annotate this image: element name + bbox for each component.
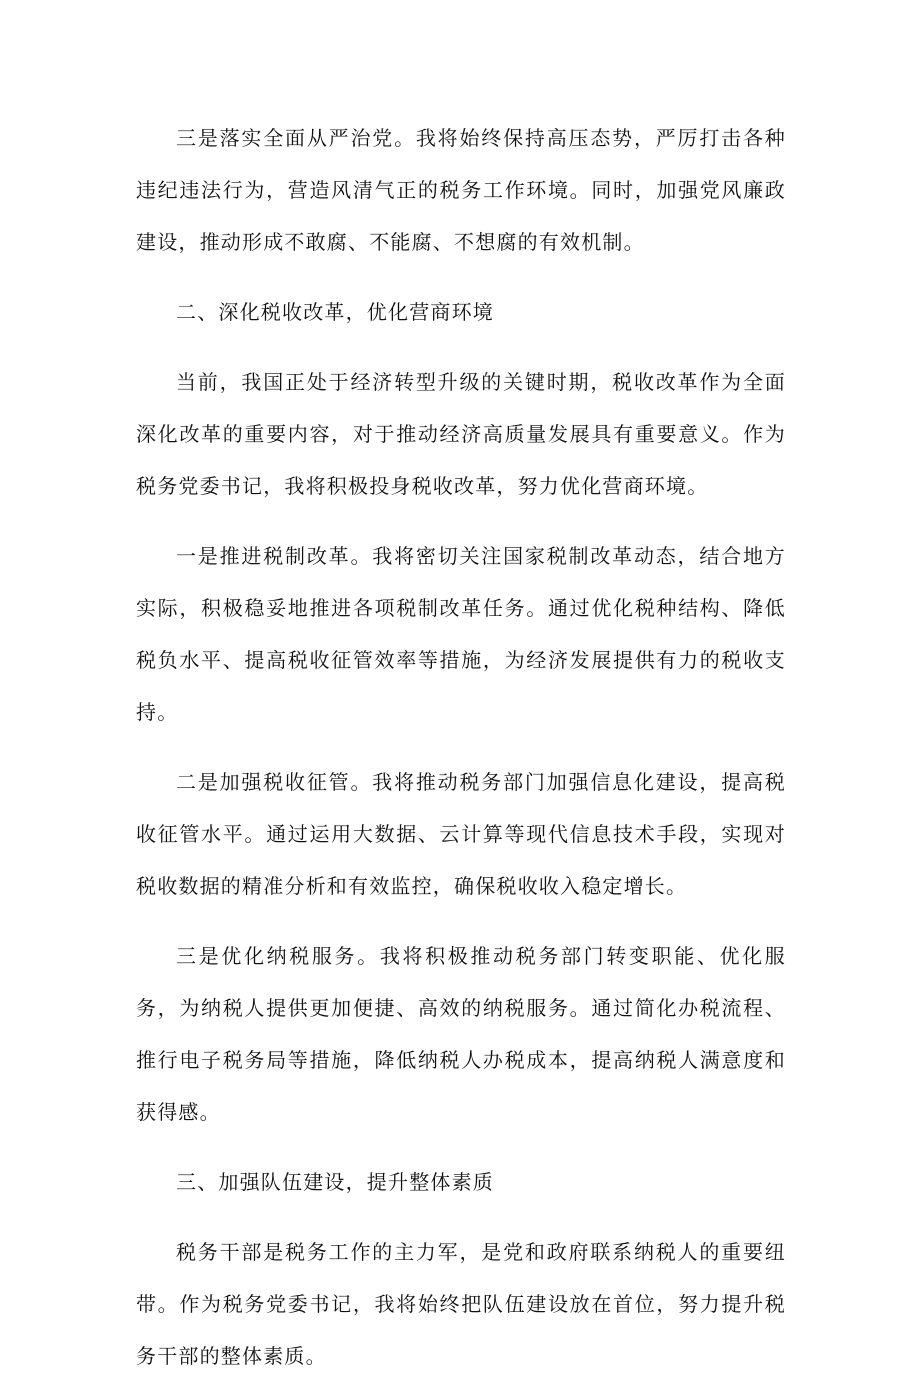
document-body bbox=[136, 112, 786, 1400]
section-heading-team-building: 三、加强队伍建设，提升整体素质 bbox=[176, 1170, 494, 1194]
paragraph-tax-reform-intro: 当前，我国正处于经济转型升级的关键时期，税收改革作为全面深化改革的重要内容，对于推动经济高质量发展具有重要意义。作为税务党委书记，我将积极投身税收改革，努力优化营商环境。 bbox=[136, 370, 786, 498]
paragraph-taxpayer-service: 三是优化纳税服务。我将积极推动税务部门转变职能、优化服务，为纳税人提供更加便捷、高效的纳税服务。通过简化办税流程、推行电子税务局等措施，降低纳税人办税成本，提高纳税人满意度和获得感。 bbox=[136, 944, 786, 1124]
paragraph-tax-collection: 二是加强税收征管。我将推动税务部门加强信息化建设，提高税收征管水平。通过运用大数据、云计算等现代信息技术手段，实现对税收数据的精准分析和有效监控，确保税收收入稳定增长。 bbox=[136, 770, 786, 898]
section-heading-tax-reform: 二、深化税收改革，优化营商环境 bbox=[176, 300, 494, 324]
paragraph-team-building-intro: 税务干部是税务工作的主力军，是党和政府联系纳税人的重要纽带。作为税务党委书记，我将始终把队伍建设放在首位，努力提升税务干部的整体素质。 bbox=[136, 1240, 786, 1368]
paragraph-tax-system-reform: 一是推进税制改革。我将密切关注国家税制改革动态，结合地方实际，积极稳妥地推进各项税制改革任务。通过优化税种结构、降低税负水平、提高税收征管效率等措施，为经济发展提供有力的税收支持。 bbox=[136, 544, 786, 724]
paragraph-strict-party-governance: 三是落实全面从严治党。我将始终保持高压态势，严厉打击各种违纪违法行为，营造风清气正的税务工作环境。同时，加强党风廉政建设，推动形成不敢腐、不能腐、不想腐的有效机制。 bbox=[136, 126, 786, 254]
